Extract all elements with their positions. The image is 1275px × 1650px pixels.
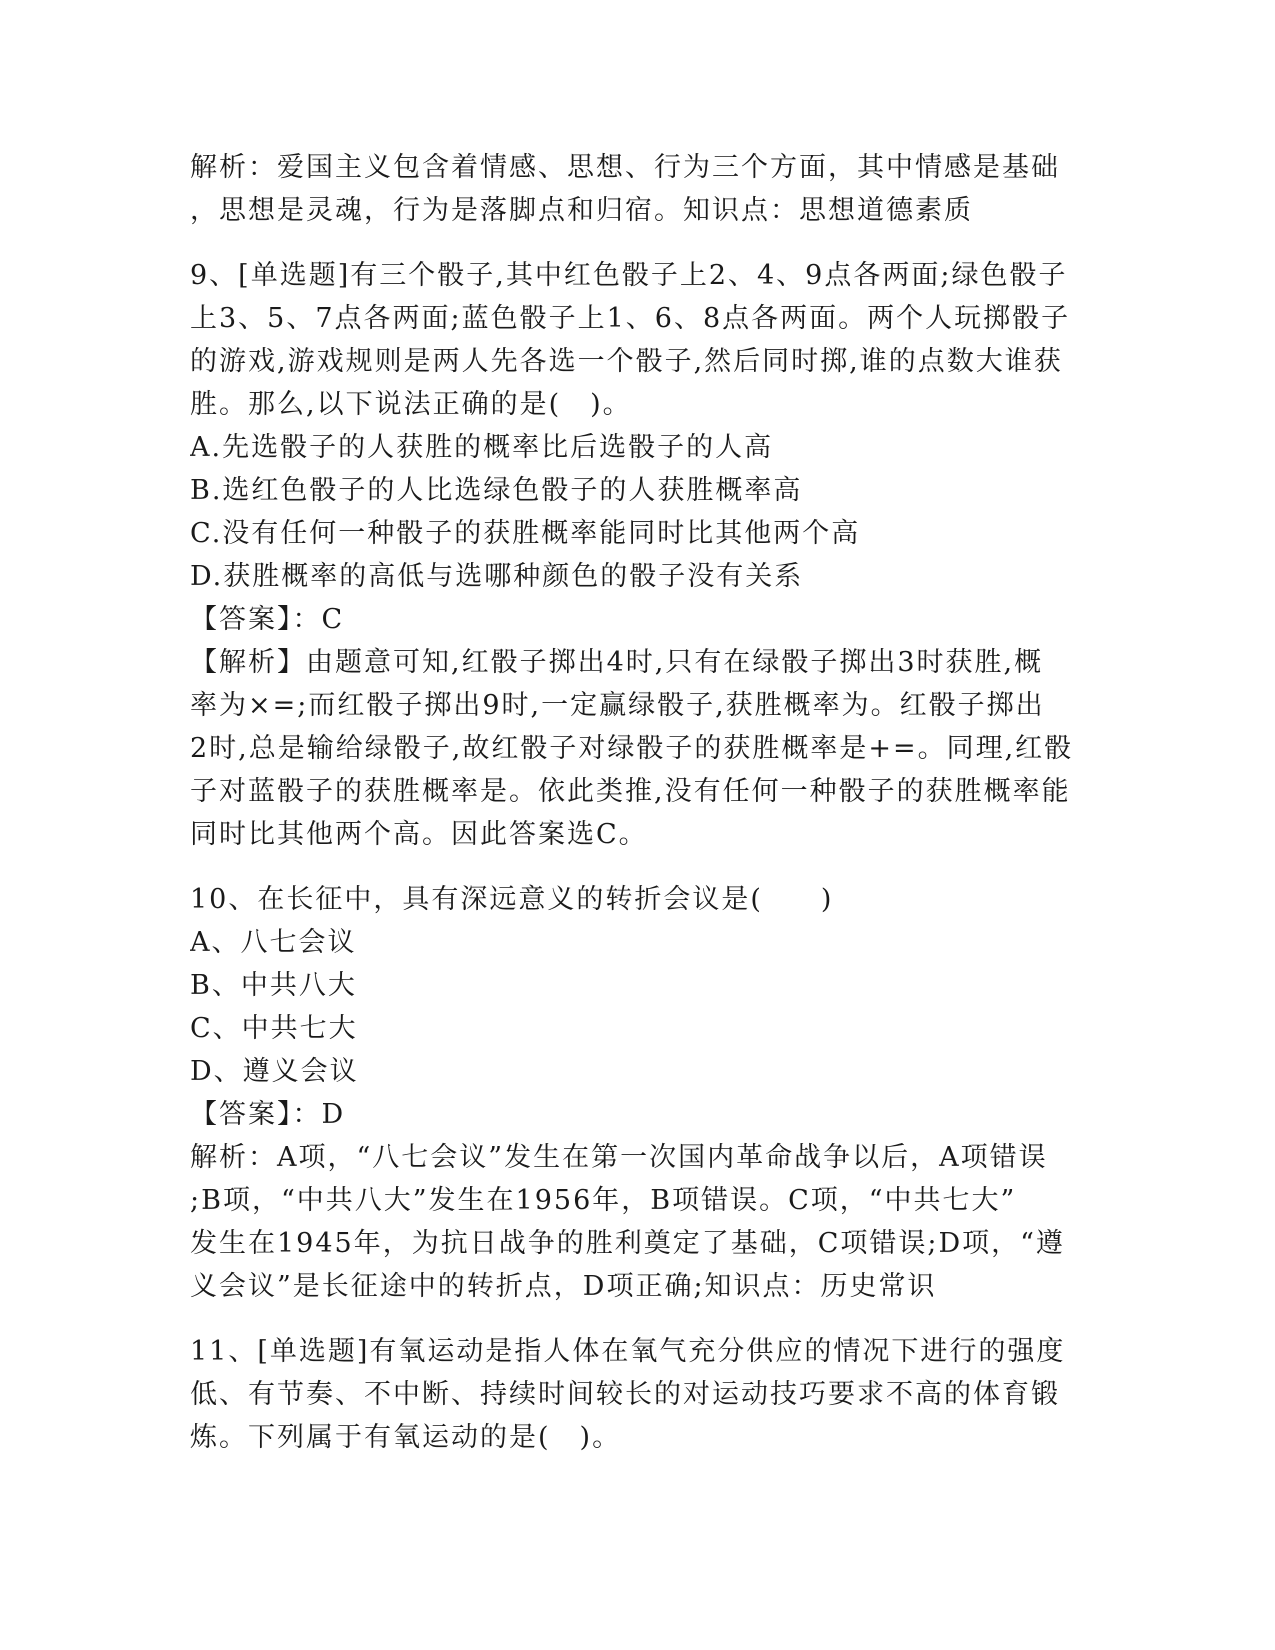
explanation-line: 发生在1945年，为抗日战争的胜利奠定了基础，C项错误;D项，“遵 xyxy=(190,1228,1065,1259)
explanation-q8 xyxy=(190,146,1090,232)
question-text-line: 上3、5、7点各两面;蓝色骰子上1、6、8点各两面。两个人玩掷骰子 xyxy=(190,303,1071,334)
question-9 xyxy=(190,254,1090,856)
option-b: B.选红色骰子的人比选绿色骰子的人获胜概率高 xyxy=(190,475,803,506)
option-b: B、中共八大 xyxy=(190,970,357,1001)
explanation-line: 义会议”是长征途中的转折点，D项正确;知识点：历史常识 xyxy=(190,1271,937,1302)
explanation-line: ，思想是灵魂，行为是落脚点和归宿。知识点：思想道德素质 xyxy=(190,195,973,226)
document-content xyxy=(190,146,1090,1459)
explanation-line: ;B项，“中共八大”发生在1956年，B项错误。C项，“中共七大” xyxy=(190,1185,1017,1216)
question-text-line: 炼。下列属于有氧运动的是( )。 xyxy=(190,1422,622,1453)
option-c: C.没有任何一种骰子的获胜概率能同时比其他两个高 xyxy=(190,518,861,549)
block-spacer xyxy=(190,232,1090,254)
question-text-line: 的游戏,游戏规则是两人先各选一个骰子,然后同时掷,谁的点数大谁获 xyxy=(190,346,1063,377)
option-c: C、中共七大 xyxy=(190,1013,358,1044)
option-d: D、遵义会议 xyxy=(190,1056,359,1087)
explanation-line: 解析：A项，“八七会议”发生在第一次国内革命战争以后，A项错误 xyxy=(190,1142,1048,1173)
block-spacer xyxy=(190,1308,1090,1330)
question-text-line: 10、在长征中，具有深远意义的转折会议是( ) xyxy=(190,884,834,915)
question-text-line: 9、[单选题]有三个骰子,其中红色骰子上2、4、9点各两面;绿色骰子 xyxy=(190,260,1068,291)
explanation-line: 2时,总是输给绿骰子,故红骰子对绿骰子的获胜概率是+=。同理,红骰 xyxy=(190,733,1074,764)
question-11 xyxy=(190,1330,1090,1459)
option-a: A、八七会议 xyxy=(190,927,357,958)
question-text-line: 胜。那么,以下说法正确的是( )。 xyxy=(190,389,632,420)
explanation-line: 同时比其他两个高。因此答案选C。 xyxy=(190,819,648,850)
explanation-line: 率为×=;而红骰子掷出9时,一定赢绿骰子,获胜概率为。红骰子掷出 xyxy=(190,690,1045,721)
answer-line: 【答案】：D xyxy=(190,1099,346,1130)
explanation-line: 子对蓝骰子的获胜概率是。依此类推,没有任何一种骰子的获胜概率能 xyxy=(190,776,1071,807)
option-a: A.先选骰子的人获胜的概率比后选骰子的人高 xyxy=(190,432,774,463)
option-d: D.获胜概率的高低与选哪种颜色的骰子没有关系 xyxy=(190,561,804,592)
question-text-line: 低、有节奏、不中断、持续时间较长的对运动技巧要求不高的体育锻 xyxy=(190,1379,1060,1410)
explanation-line: 【解析】由题意可知,红骰子掷出4时,只有在绿骰子掷出3时获胜,概 xyxy=(190,647,1044,678)
question-text-line: 11、[单选题]有氧运动是指人体在氧气充分供应的情况下进行的强度 xyxy=(190,1336,1066,1367)
answer-line: 【答案】：C xyxy=(190,604,345,635)
block-spacer xyxy=(190,856,1090,878)
explanation-line: 解析：爱国主义包含着情感、思想、行为三个方面，其中情感是基础 xyxy=(190,152,1060,183)
question-10 xyxy=(190,878,1090,1308)
